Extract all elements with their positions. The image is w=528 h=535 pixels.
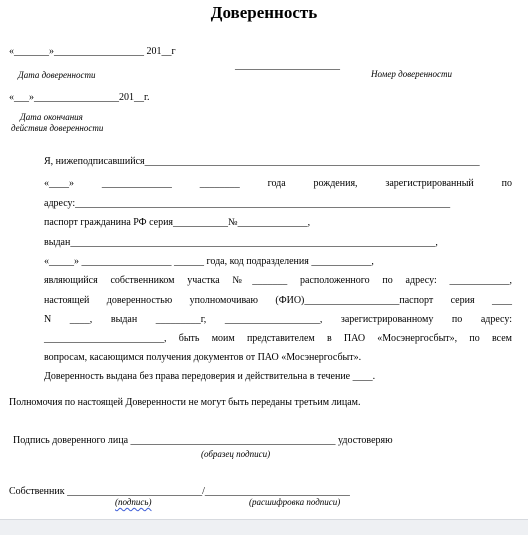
end-date-caption-2: действия доверенности <box>11 123 104 133</box>
window-bottom-bar <box>0 519 528 535</box>
owner-caption-decode: (расшифровка подписи) <box>249 497 341 507</box>
body-line-9: N ____, выдан _________г, ___________________, зарегистрированному по адресу: <box>44 314 512 325</box>
number-line: _____________________ <box>235 60 340 71</box>
body-line-11: вопросам, касающимся получения документов от ПАО «Мосэнергосбыт». <box>44 352 362 363</box>
body-line-6: «_____» __________________ ______ года, код подразделения ____________, <box>44 256 374 267</box>
body-line-2: «____» ______________ ________ года рождения, зарегистрированный по <box>44 178 512 189</box>
owner-line: Собственник ___________________________/_____________________________ <box>9 486 350 497</box>
number-caption: Номер доверенности <box>371 69 453 79</box>
owner-caption-sign: (подпись) <box>115 497 152 507</box>
date-caption: Дата доверенности <box>18 70 96 80</box>
body-line-3: адресу:___________________________________________________________________________ <box>44 198 451 209</box>
body-line-4: паспорт гражданина РФ серия___________№______________, <box>44 217 311 228</box>
body-line-8: настоящей доверенностью уполномочиваю (ФИО)___________________паспорт серия ____ <box>44 295 512 306</box>
body-line-10: ________________________, быть моим представителем в ПАО «Мосэнергосбыт», по всем <box>44 333 512 344</box>
end-date-line: «___»_________________201__г. <box>9 92 150 103</box>
body-line-7: являющийся собственником участка №_______ расположенного по адресу: ____________, <box>44 275 512 286</box>
signature-caption: (образец подписи) <box>201 449 271 459</box>
document-title: Доверенность <box>210 3 318 22</box>
body-line-12: Доверенность выдана без права передоверия и действительна в течение ____. <box>44 371 376 382</box>
body-line-5: выдан_________________________________________________________________________, <box>44 237 438 248</box>
powers-note: Полномочия по настоящей Доверенности не могут быть переданы третьим лицам. <box>9 397 361 408</box>
end-date-caption-1: Дата окончания <box>20 112 83 122</box>
date-line: «_______»__________________ 201__г <box>9 46 176 57</box>
signature-line: Подпись доверенного лица _________________________________________ удостоверяю <box>13 435 393 446</box>
body-line-1: Я, нижеподписавшийся___________________________________________________________________ <box>44 156 480 167</box>
